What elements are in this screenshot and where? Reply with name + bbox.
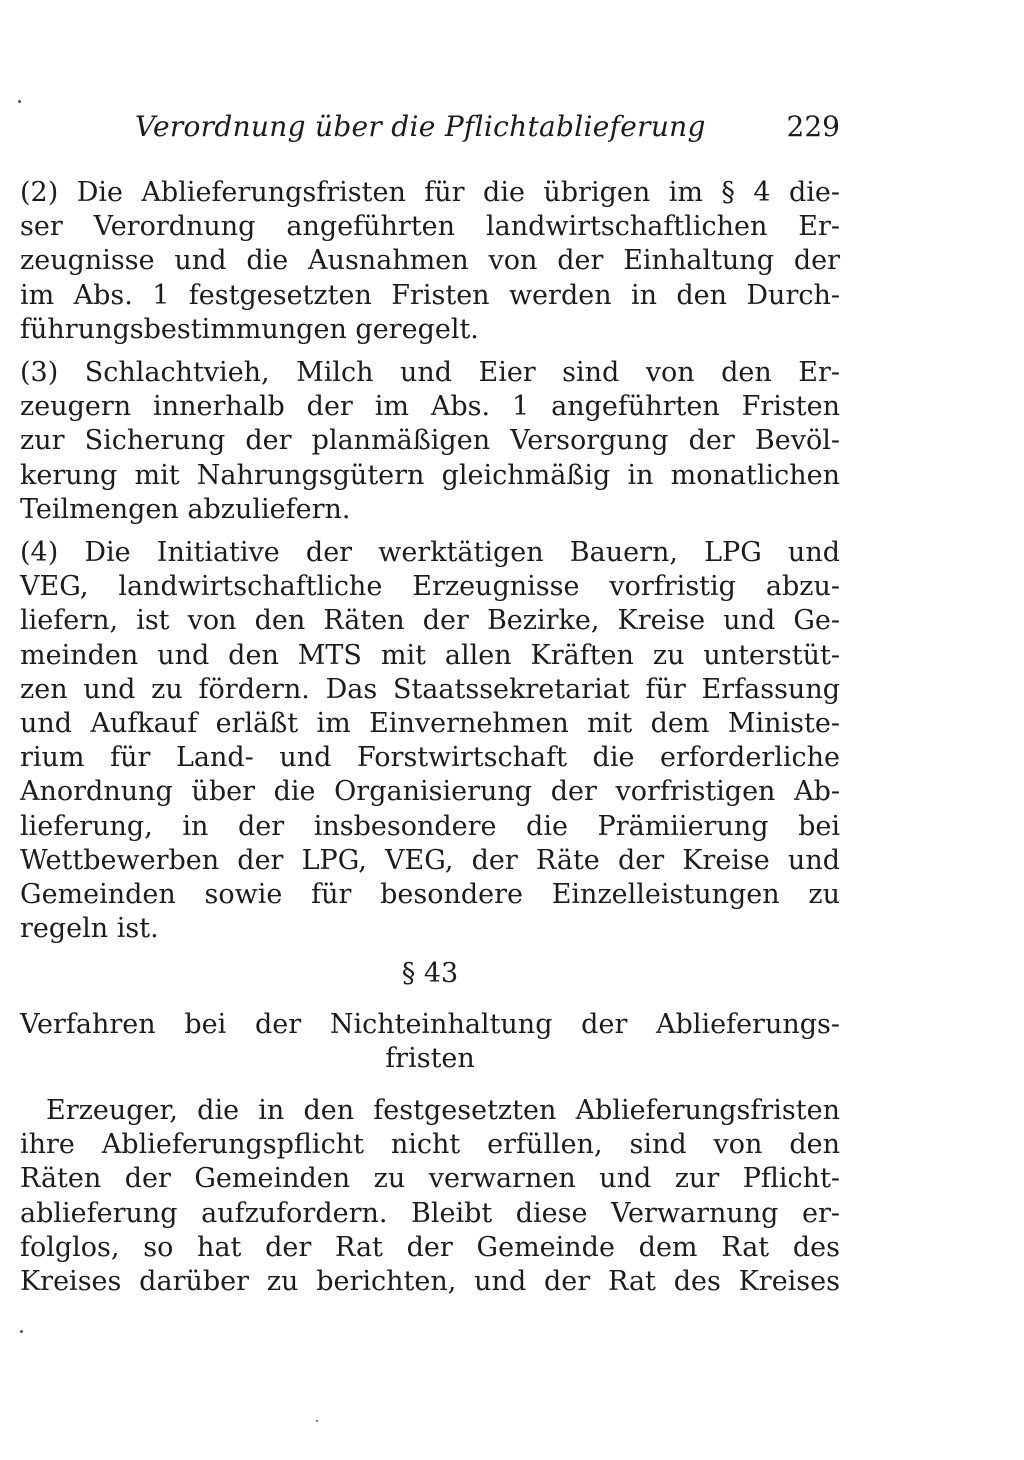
paragraph-line: Räten der Gemeinden zu verwarnen und zur Pflicht-: [20, 1163, 840, 1195]
paragraph-2: [20, 176, 840, 347]
paragraph-line: regeln ist.: [20, 913, 159, 945]
section-number: § 43: [401, 958, 459, 989]
paragraph-line: (2) Die Ablieferungsfristen für die übrigen im § 4 die-: [20, 177, 840, 208]
paragraph-line: meinden und den MTS mit allen Kräften zu unterstüt-: [20, 639, 840, 671]
section-43-paragraph: [20, 1094, 840, 1299]
section-heading: [20, 1008, 840, 1076]
running-header: [20, 110, 840, 146]
paragraph-line: zen und zu fördern. Das Staatssekretariat für Erfassung: [20, 673, 840, 705]
scan-speck: [316, 1420, 318, 1422]
paragraph-line: Wettbewerben der LPG, VEG, der Räte der Kreise und: [20, 844, 840, 876]
paragraph-line: lieferung, in der insbesondere die Prämiierung bei: [20, 810, 840, 842]
paragraph-line: folglos, so hat der Rat der Gemeinde dem Rat des: [20, 1231, 840, 1263]
document-page: [20, 0, 840, 1460]
paragraph-line: VEG, landwirtschaftliche Erzeugnisse vorfristig abzu-: [20, 571, 840, 603]
section-heading-line: fristen: [385, 1043, 475, 1074]
section-heading-line: Verfahren bei der Nichteinhaltung der Ablieferungs-: [20, 1009, 840, 1040]
scan-speck: [20, 1330, 23, 1333]
scan-speck: [18, 100, 21, 103]
paragraph-3: [20, 356, 840, 527]
paragraph-line: liefern, ist von den Räten der Bezirke, Kreise und Ge-: [20, 605, 840, 637]
paragraph-line: Kreises darüber zu berichten, und der Rat des Kreises: [20, 1265, 840, 1297]
paragraph-line: Teilmengen abzuliefern.: [20, 493, 351, 525]
paragraph-line: ser Verordnung angeführten landwirtschaftlichen Er-: [20, 211, 840, 243]
paragraph-line: (4) Die Initiative der werktätigen Bauern, LPG und: [20, 537, 840, 568]
paragraph-line: ihre Ablieferungspflicht nicht erfüllen, sind von den: [20, 1129, 840, 1161]
paragraph-4: [20, 536, 840, 946]
paragraph-line: Gemeinden sowie für besondere Einzelleistungen zu: [20, 878, 840, 910]
paragraph-line: Anordnung über die Organisierung der vorfristigen Ab-: [20, 776, 840, 808]
paragraph-line: führungsbestimmungen geregelt.: [20, 313, 479, 345]
paragraph-line: zur Sicherung der planmäßigen Versorgung der Bevöl-: [20, 425, 840, 457]
running-title: Verordnung über die Pflichtablieferung: [135, 110, 706, 143]
paragraph-line: rium für Land- und Forstwirtschaft die erforderliche: [20, 742, 840, 774]
paragraph-line: ablieferung aufzufordern. Bleibt diese Verwarnung er-: [20, 1197, 840, 1229]
paragraph-line: und Aufkauf erläßt im Einvernehmen mit dem Ministe-: [20, 707, 840, 739]
paragraph-line: zeugnisse und die Ausnahmen von der Einhaltung der: [20, 245, 840, 277]
paragraph-line: (3) Schlachtvieh, Milch und Eier sind von den Er-: [20, 357, 840, 388]
paragraph-line: Erzeuger, die in den festgesetzten Ablieferungsfristen: [46, 1095, 840, 1126]
paragraph-line: zeugern innerhalb der im Abs. 1 angeführten Fristen: [20, 391, 840, 423]
paragraph-line: kerung mit Nahrungsgütern gleichmäßig in monatlichen: [20, 459, 840, 491]
page-number: 229: [786, 110, 840, 143]
paragraph-line: im Abs. 1 festgesetzten Fristen werden in den Durch-: [20, 279, 840, 311]
